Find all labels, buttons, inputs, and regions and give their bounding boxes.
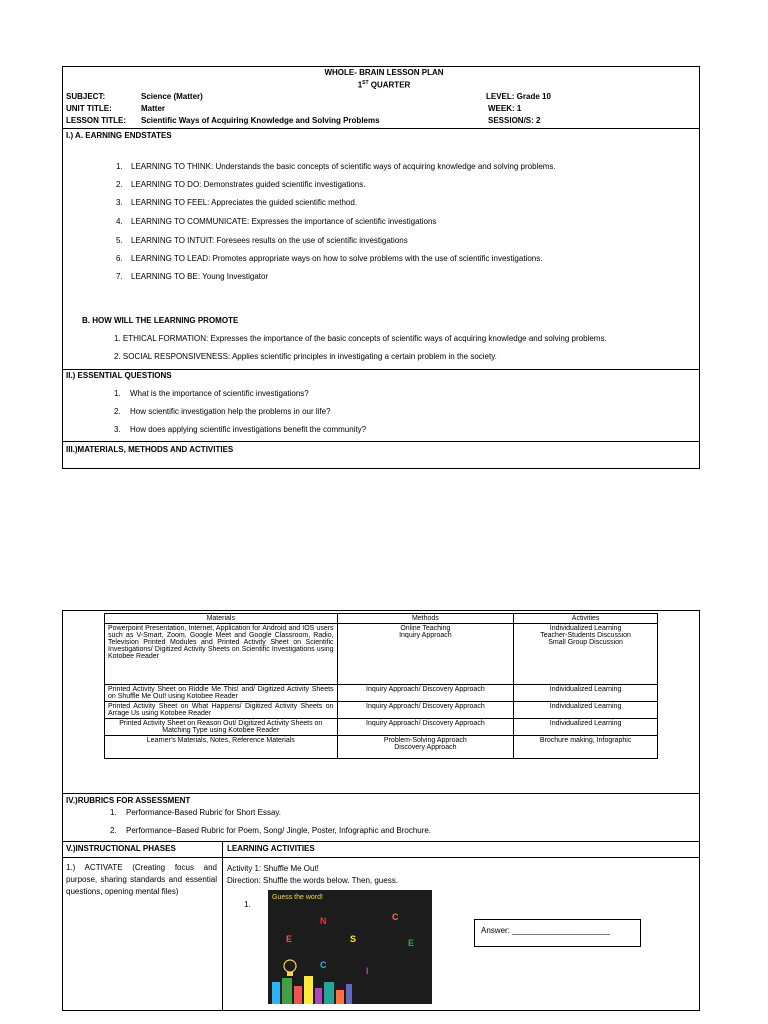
item-text: Performance–Based Rubric for Poem, Song/ Jingle, Poster, Infographic and Brochure. — [126, 826, 432, 835]
activity-text: Small Group Discussion — [548, 639, 623, 646]
list-item — [116, 162, 556, 171]
activity-title: Activity 1: Shuffle Me Out! — [227, 864, 319, 873]
materials-table — [104, 613, 658, 759]
list-item — [116, 254, 542, 263]
list-item — [114, 407, 331, 416]
item-text: How scientific investigation help the problems in our life? — [130, 407, 331, 416]
list-item — [116, 198, 357, 207]
method-text: Discovery Approach — [394, 744, 457, 751]
table-row — [105, 736, 658, 759]
section-3-heading: III.)MATERIALS, METHODS AND ACTIVITIES — [66, 445, 234, 454]
lesson-plan-title: WHOLE- BRAIN LESSON PLAN — [324, 68, 444, 77]
lightbulb-city-illustration — [268, 890, 432, 1004]
instructional-phases-heading: V.)INSTRUCTIONAL PHASES — [66, 844, 176, 853]
letter-c: C — [320, 960, 327, 970]
divider — [62, 441, 700, 442]
activity-text: Individualized Learning — [549, 720, 622, 727]
methods-cell — [337, 624, 514, 685]
guess-the-word-image — [268, 890, 432, 1004]
item-text: LEARNING TO COMMUNICATE: Expresses the importance of scientific investigations — [131, 217, 437, 226]
item-number: 4. — [116, 217, 123, 226]
item-number: 3. — [116, 198, 123, 207]
table-row — [105, 685, 658, 702]
item-number: 5. — [116, 236, 123, 245]
column-divider — [222, 841, 223, 1011]
activities-cell — [514, 736, 658, 759]
list-item — [114, 425, 366, 434]
promote-item-ethical: 1. ETHICAL FORMATION: Expresses the importance of the basic concepts of scientific ways of acquiring knowledge and solving problems. — [114, 334, 607, 343]
subject-label: SUBJECT: — [66, 92, 106, 101]
method-text: Problem-Solving Approach — [383, 737, 467, 744]
table-row — [105, 702, 658, 719]
level-value: LEVEL: Grade 10 — [486, 92, 551, 101]
item-text: LEARNING TO LEAD: Promotes appropriate ways on how to solve problems with the use of scientific investigations. — [131, 254, 543, 263]
quarter-number: 1 — [357, 80, 363, 90]
methods-cell — [337, 702, 514, 719]
image-caption: Guess the word! — [272, 894, 323, 901]
divider — [62, 128, 700, 129]
rubric-item — [110, 826, 431, 835]
materials-cell: Learner's Materials, Notes, Reference Materials — [105, 736, 338, 759]
letter-s: S — [350, 934, 357, 944]
column-header-methods: Methods — [337, 614, 514, 624]
activity-text: Individualized Learning — [549, 625, 622, 632]
learning-activities-heading: LEARNING ACTIVITIES — [227, 844, 315, 853]
activity-direction: Direction: Shuffle the words below. Then, guess. — [227, 876, 398, 885]
lesson-title-label: LESSON TITLE: — [66, 116, 126, 125]
method-text: Inquiry Approach/ Discovery Approach — [366, 686, 485, 693]
activity-text: Brochure making, Infographic — [539, 737, 632, 744]
column-header-activities: Activities — [514, 614, 658, 624]
quarter-suffix-sup: ST — [362, 80, 369, 86]
activity-text: Teacher-Students Discussion — [540, 632, 631, 639]
list-item — [116, 180, 365, 189]
table-row — [105, 624, 658, 685]
divider — [62, 857, 700, 858]
method-text: Inquiry Approach/ Discovery Approach — [366, 703, 485, 710]
method-text: Inquiry Approach/ Discovery Approach — [366, 720, 485, 727]
week-value: WEEK: 1 — [488, 104, 522, 113]
item-number: 2. — [110, 826, 117, 835]
column-header-materials: Materials — [105, 614, 338, 624]
item-number: 1. — [110, 808, 117, 817]
method-text: Inquiry Approach — [399, 632, 452, 639]
item-text: LEARNING TO INTUIT: Foresees results on the use of scientific investigations — [131, 236, 408, 245]
item-text: Performance-Based Rubric for Short Essay. — [126, 808, 282, 817]
divider — [62, 369, 700, 370]
subject-value: Science (Matter) — [141, 92, 203, 101]
divider — [62, 841, 700, 842]
item-number: 1. — [114, 389, 121, 398]
item-number: 1. — [244, 900, 251, 909]
activities-cell — [514, 719, 658, 736]
list-item — [114, 389, 309, 398]
materials-cell: Printed Activity Sheet on Reason Out/ Digitized Activity Sheets on Matching Type using Kotobee Reader — [105, 719, 338, 736]
item-text: LEARNING TO BE: Young Investigator — [131, 272, 269, 281]
quarter-label — [0, 80, 768, 90]
section-1b-heading: B. HOW WILL THE LEARNING PROMOTE — [82, 316, 239, 325]
table-row — [105, 719, 658, 736]
item-text: LEARNING TO THINK: Understands the basic concepts of scientific ways of acquiring knowledge and solving problems. — [131, 162, 556, 171]
activity-text: Individualized Learning — [549, 703, 622, 710]
phase-description: 1.) ACTIVATE (Creating focus and purpose, sharing standards and essential questions, opening mental files) — [66, 863, 217, 896]
item-text: How does applying scientific investigations benefit the community? — [130, 425, 367, 434]
item-number: 3. — [114, 425, 121, 434]
item-number: 2. — [114, 407, 121, 416]
item-number: 6. — [116, 254, 123, 263]
item-number: 1. — [116, 162, 123, 171]
letter-c: C — [392, 912, 399, 922]
divider — [62, 793, 700, 794]
activities-cell — [514, 685, 658, 702]
quarter-word: QUARTER — [368, 80, 411, 90]
method-text: Online Teaching — [400, 625, 451, 632]
letter-i: I — [366, 966, 369, 976]
materials-cell: Powerpoint Presentation, Internet, Application for Android and IOS users such as V-Smart, Zoom, Google Meet and Google Classroom, Radio, Television Printed Modules and Printed Activity Sheet on Scientific Investigations/ Digitized Activity Sheets on Scientific Investigations using Kotobee Reader — [105, 624, 338, 685]
table-header-row — [105, 614, 658, 624]
item-text: LEARNING TO DO: Demonstrates guided scientific investigations. — [131, 180, 366, 189]
unit-title-label: UNIT TITLE: — [66, 104, 112, 113]
activities-cell — [514, 624, 658, 685]
list-item — [116, 236, 408, 245]
methods-cell — [337, 736, 514, 759]
lesson-title-value: Scientific Ways of Acquiring Knowledge and Solving Problems — [141, 116, 380, 125]
materials-cell: Printed Activity Sheet on What Happens/ Digitized Activity Sheets on Arrage Us using Kotobee Reader — [105, 702, 338, 719]
list-item — [116, 272, 268, 281]
rubric-item — [110, 808, 281, 817]
methods-cell — [337, 685, 514, 702]
activities-cell — [514, 702, 658, 719]
unit-title-value: Matter — [141, 104, 166, 113]
letter-e: E — [408, 938, 415, 948]
item-number: 7. — [116, 272, 123, 281]
methods-cell — [337, 719, 514, 736]
promote-item-social: 2. SOCIAL RESPONSIVENESS: Applies scientific principles in investigating a certain problem in the society. — [114, 352, 497, 361]
answer-label: Answer: ______________________ — [481, 926, 611, 935]
session-value: SESSION/S: 2 — [488, 116, 541, 125]
item-text: What is the importance of scientific investigations? — [130, 389, 309, 398]
activity-text: Individualized Learning — [549, 686, 622, 693]
section-2-heading: II.) ESSENTIAL QUESTIONS — [66, 371, 172, 380]
letter-e: E — [286, 934, 293, 944]
section-1-heading: I.) A. EARNING ENDSTATES — [66, 131, 172, 140]
list-item — [116, 217, 436, 226]
materials-cell: Printed Activity Sheet on Riddle Me This! and/ Digitized Activity Sheets on Shuffle Me Out! using Kotobee Reader — [105, 685, 338, 702]
letter-n: N — [320, 916, 327, 926]
item-number: 2. — [116, 180, 123, 189]
item-text: LEARNING TO FEEL: Appreciates the guided scientific method. — [131, 198, 358, 207]
section-4-heading: IV.)RUBRICS FOR ASSESSMENT — [66, 796, 191, 805]
